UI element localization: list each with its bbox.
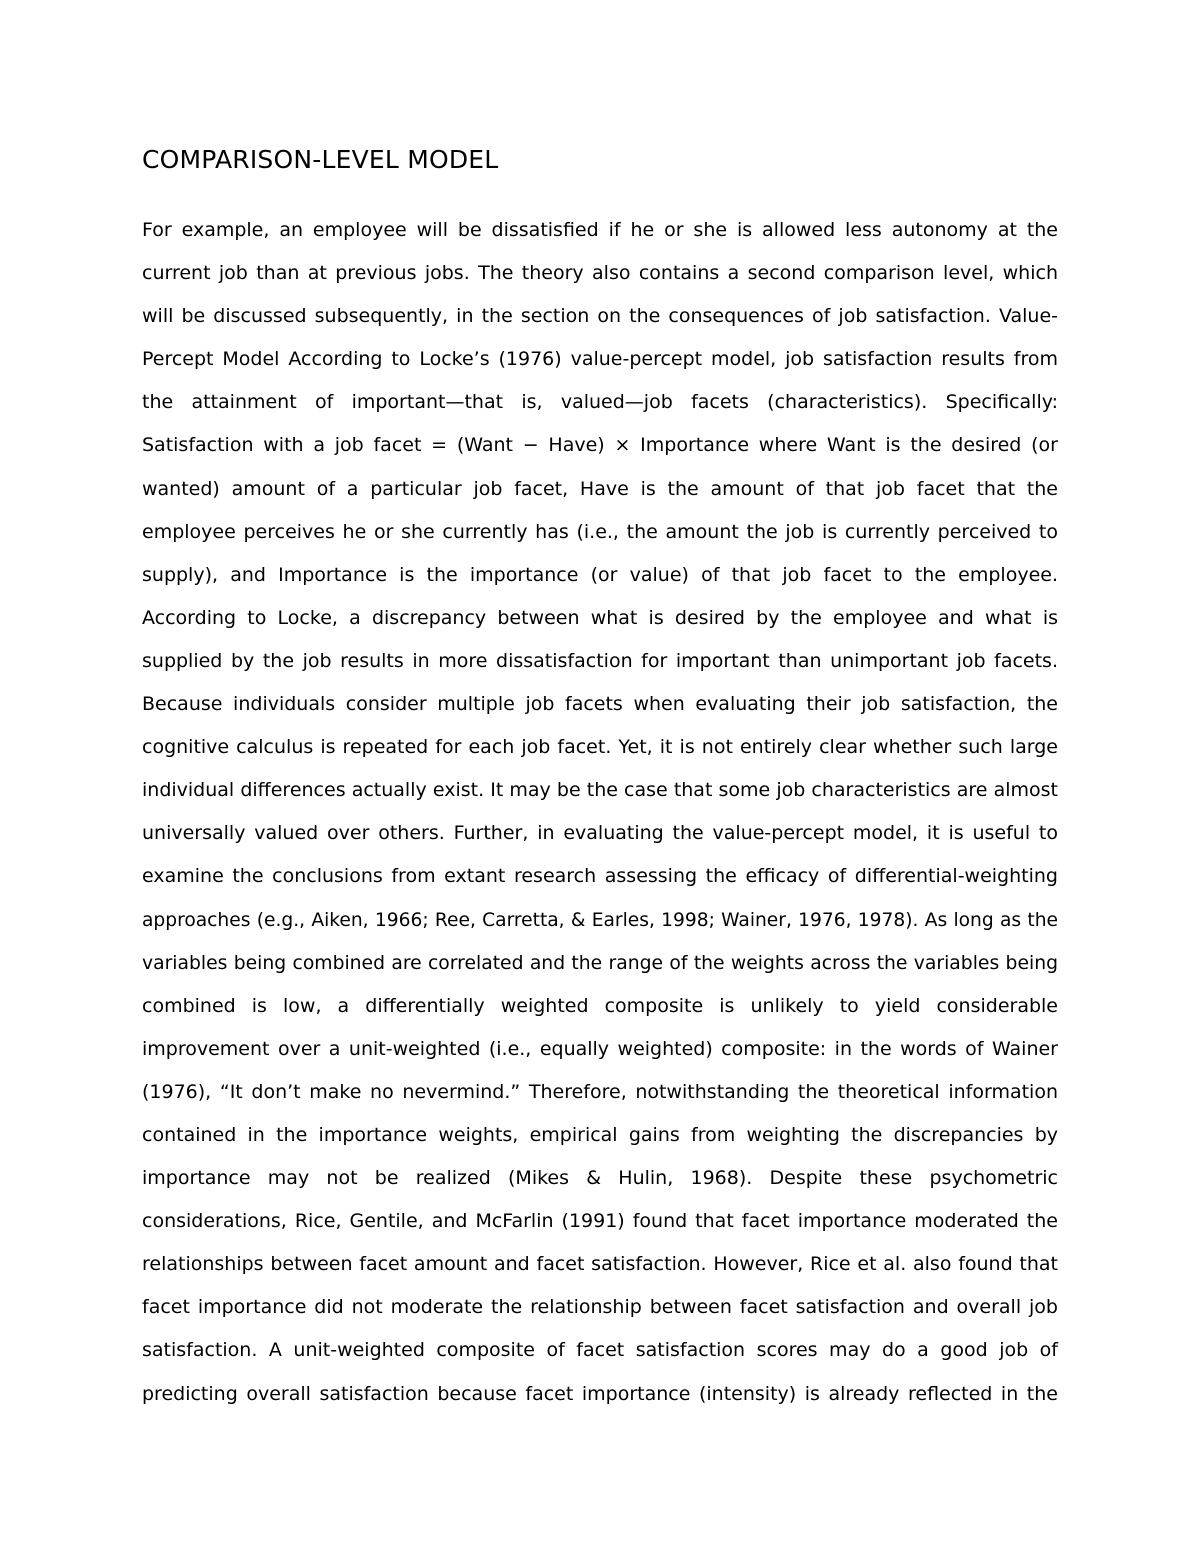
text-line: employee perceives he or she currently has (i.e., the amount the job is currently perceived to — [142, 520, 1058, 543]
text-line: wanted) amount of a particular job facet, Have is the amount of that job facet that the — [142, 477, 1058, 500]
text-line: supplied by the job results in more dissatisfaction for important than unimportant job facets. — [142, 649, 1058, 672]
text-line: (1976), “It don’t make no nevermind.” Therefore, notwithstanding the theoretical information — [142, 1080, 1058, 1103]
text-line: universally valued over others. Further, in evaluating the value-percept model, it is useful to — [142, 822, 1058, 845]
text-line: facet importance did not moderate the relationship between facet satisfaction and overall job — [142, 1296, 1058, 1319]
text-line: relationships between facet amount and facet satisfaction. However, Rice et al. also found that — [142, 1253, 1058, 1276]
text-line: will be discussed subsequently, in the section on the consequences of job satisfaction. Value- — [142, 305, 1058, 328]
text-line: individual differences actually exist. It may be the case that some job characteristics are almost — [142, 779, 1058, 802]
text-line: importance may not be realized (Mikes & Hulin, 1968). Despite these psychometric — [142, 1167, 1058, 1190]
text-line: improvement over a unit-weighted (i.e., equally weighted) composite: in the words of Wainer — [142, 1037, 1058, 1060]
text-line: combined is low, a differentially weighted composite is unlikely to yield considerable — [142, 994, 1058, 1017]
text-line: Percept Model According to Locke’s (1976) value-percept model, job satisfaction results from — [142, 348, 1058, 371]
text-line: approaches (e.g., Aiken, 1966; Ree, Carretta, & Earles, 1998; Wainer, 1976, 1978). As long as the — [142, 909, 1058, 931]
text-line: Satisfaction with a job facet = (Want − Have) × Importance where Want is the desired (or — [142, 434, 1058, 457]
text-line: current job than at previous jobs. The theory also contains a second comparison level, which — [142, 262, 1058, 285]
text-line: satisfaction. A unit-weighted composite of facet satisfaction scores may do a good job of — [142, 1339, 1058, 1362]
text-line: For example, an employee will be dissatisfied if he or she is allowed less autonomy at the — [142, 219, 1058, 241]
text-line: cognitive calculus is repeated for each job facet. Yet, it is not entirely clear whether such large — [142, 736, 1058, 759]
text-line: examine the conclusions from extant research assessing the efficacy of differential-weighting — [142, 865, 1058, 888]
text-line: the attainment of important—that is, valued—job facets (characteristics). Specifically: — [142, 391, 1058, 414]
text-line: contained in the importance weights, empirical gains from weighting the discrepancies by — [142, 1123, 1058, 1146]
text-line: considerations, Rice, Gentile, and McFarlin (1991) found that facet importance moderated the — [142, 1210, 1058, 1233]
text-line: Because individuals consider multiple job facets when evaluating their job satisfaction, the — [142, 693, 1058, 716]
document-heading: COMPARISON-LEVEL MODEL — [142, 145, 499, 174]
text-line: supply), and Importance is the importance (or value) of that job facet to the employee. — [142, 563, 1058, 586]
text-line: predicting overall satisfaction because facet importance (intensity) is already reflected in the — [142, 1382, 1058, 1405]
body-paragraph — [142, 209, 1058, 1416]
text-line: According to Locke, a discrepancy between what is desired by the employee and what is — [142, 606, 1058, 629]
text-line: variables being combined are correlated and the range of the weights across the variables being — [142, 952, 1058, 974]
